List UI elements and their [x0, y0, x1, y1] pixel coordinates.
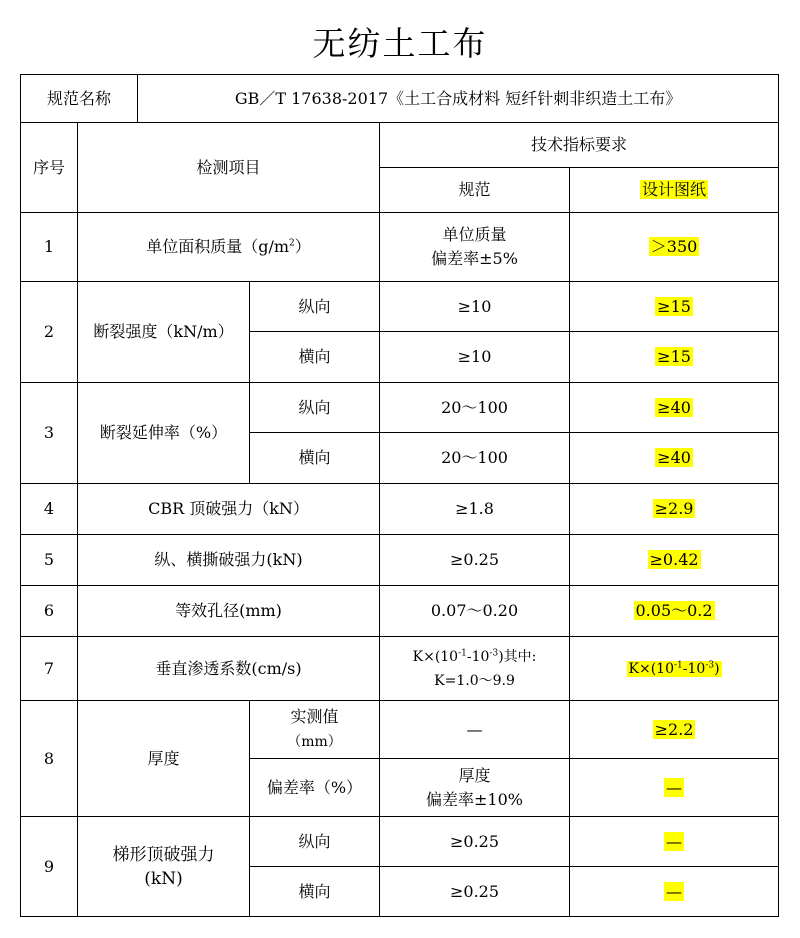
row-item: CBR 顶破强力（kN）: [78, 484, 380, 535]
row-no: 1: [21, 213, 78, 282]
row-subitem: 横向: [250, 433, 380, 484]
row-subitem: 实测值 （mm）: [250, 701, 380, 759]
row-no: 3: [21, 383, 78, 484]
row-subitem: 横向: [250, 867, 380, 917]
row-design: —: [570, 759, 779, 817]
table-row: [21, 637, 779, 701]
table-row: [21, 383, 779, 433]
row-subitem: 纵向: [250, 282, 380, 332]
header-design-text: 设计图纸: [642, 180, 707, 199]
row-item: 厚度: [78, 701, 250, 817]
table-row: [21, 213, 779, 282]
table-row: [21, 282, 779, 332]
row-subitem: 纵向: [250, 817, 380, 867]
table-row: [21, 701, 779, 759]
row-design: ≥2.2: [570, 701, 779, 759]
table-row: [21, 535, 779, 586]
row-item: 纵、横撕破强力(kN): [78, 535, 380, 586]
header-no: 序号: [21, 123, 78, 213]
table-row: [21, 586, 779, 637]
row-design: —: [570, 817, 779, 867]
row-standard: ≥10: [380, 282, 570, 332]
row-no: 5: [21, 535, 78, 586]
row-design: $K\times(10^{-1}-10^{-3})$: [570, 637, 779, 701]
row-item: 梯形顶破强力 (kN): [78, 817, 250, 917]
row-standard: $K\times(10^{-1}-10^{-3})$其中: K=1.0～9.9: [380, 637, 570, 701]
row-subitem: 纵向: [250, 383, 380, 433]
header-standard: 规范: [380, 168, 570, 213]
row-subitem: 横向: [250, 332, 380, 383]
header-design: [570, 168, 779, 213]
header-tech: 技术指标要求: [380, 123, 779, 168]
row-standard: 0.07～0.20: [380, 586, 570, 637]
spec-label: 规范名称: [21, 75, 138, 123]
row-standard: ≥1.8: [380, 484, 570, 535]
row-design: ≥0.42: [570, 535, 779, 586]
row-standard: 20～100: [380, 433, 570, 484]
row-no: 4: [21, 484, 78, 535]
row-item: 等效孔径(mm): [78, 586, 380, 637]
row-standard: ≥0.25: [380, 817, 570, 867]
row-no: 6: [21, 586, 78, 637]
spec-name: GB／T 17638-2017《土工合成材料 短纤针刺非织造土工布》: [138, 75, 779, 123]
row-design: ≥15: [570, 332, 779, 383]
row-item: 垂直渗透系数(cm/s): [78, 637, 380, 701]
row-design: ＞350: [570, 213, 779, 282]
row-standard: ≥0.25: [380, 535, 570, 586]
row-item: 单位面积质量$(g/m^2)$: [78, 213, 380, 282]
row-standard: ≥10: [380, 332, 570, 383]
row-no: 9: [21, 817, 78, 917]
row-design: ≥2.9: [570, 484, 779, 535]
row-item: 断裂强度（kN/m）: [78, 282, 250, 383]
row-no: 2: [21, 282, 78, 383]
row-standard: 厚度 偏差率±10%: [380, 759, 570, 817]
row-standard: ≥0.25: [380, 867, 570, 917]
row-design: ≥15: [570, 282, 779, 332]
page-title: 无纺土工布: [312, 24, 488, 63]
table-row: [21, 817, 779, 867]
row-standard: —: [380, 701, 570, 759]
row-design: 0.05～0.2: [570, 586, 779, 637]
row-no: 8: [21, 701, 78, 817]
row-standard: 单位质量 偏差率±5%: [380, 213, 570, 282]
row-design: ≥40: [570, 433, 779, 484]
row-item: 断裂延伸率（%）: [78, 383, 250, 484]
header-item: 检测项目: [78, 123, 380, 213]
row-design: —: [570, 867, 779, 917]
row-subitem: 偏差率（%）: [250, 759, 380, 817]
spec-row: [21, 75, 779, 123]
spec-table: [20, 74, 779, 917]
table-row: [21, 484, 779, 535]
row-no: 7: [21, 637, 78, 701]
row-standard: 20～100: [380, 383, 570, 433]
header-row: [21, 123, 779, 168]
row-design: ≥40: [570, 383, 779, 433]
